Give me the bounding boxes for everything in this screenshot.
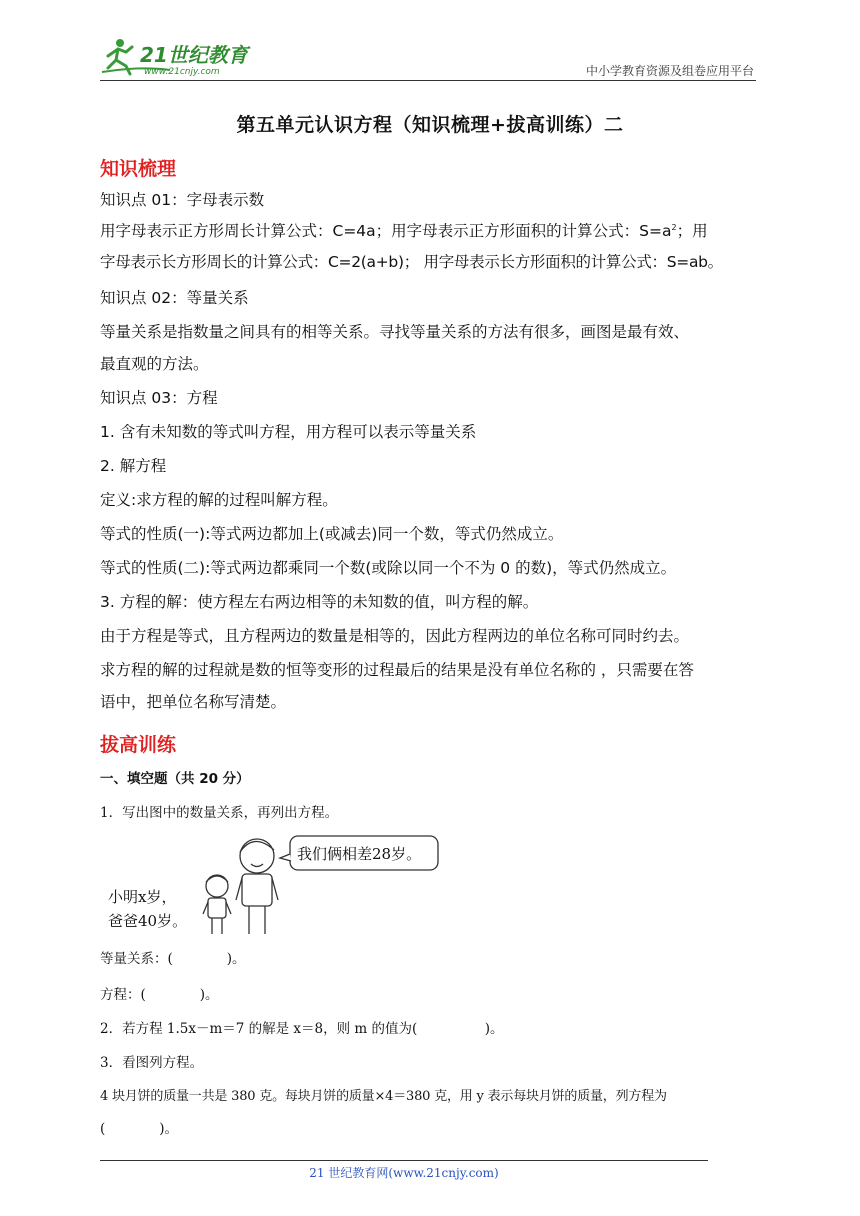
kp3-note3: 语中，把单位名称写清楚。 (100, 693, 287, 711)
kp2-line2: 最直观的方法。 (100, 355, 209, 373)
kp3-property2: 等式的性质(二):等式两边都乘同一个数(或除以同一个不为 0 的数)，等式仍然成立。 (100, 559, 677, 577)
kp3-item3: 3. 方程的解：使方程左右两边相等的未知数的值，叫方程的解。 (100, 593, 539, 611)
child-figure-icon (203, 875, 231, 934)
logo-main-text: 21世纪教育 (140, 43, 248, 67)
question-3-line1: 4 块月饼的质量一共是 380 克。每块月饼的质量×4＝380 克，用 y 表示每块月饼的质量，列方程为 (100, 1089, 667, 1104)
kp3-item2: 2. 解方程 (100, 457, 167, 475)
kp3-property1: 等式的性质(一):等式两边都加上(或减去)同一个数，等式仍然成立。 (100, 525, 564, 543)
kp2-line1: 等量关系是指数量之间具有的相等关系。寻找等量关系的方法有很多，画图是最有效、 (100, 323, 690, 341)
father-figure-icon (236, 839, 278, 934)
kp1-superscript: 2 (671, 223, 677, 232)
speech-bubble (280, 836, 438, 870)
illus-left-text-2: 爸爸40岁。 (108, 912, 188, 930)
kp1-line2: 字母表示长方形周长的计算公式：C=2(a+b)； 用字母表示长方形面积的计算公式：S=ab。 (100, 253, 723, 271)
site-logo (100, 36, 260, 80)
kp1-line1-text: 用字母表示正方形周长计算公式：C=4a；用字母表示正方形面积的计算公式：S=a (100, 222, 672, 241)
speech-bubble-text: 我们俩相差28岁。 (297, 845, 422, 863)
page-header (100, 36, 756, 80)
logo-url-text: www.21cnjy.com (144, 67, 220, 77)
kp3-note2: 求方程的解的过程就是数的恒等变形的过程最后的结果是没有单位名称的 ，只需要在答 (100, 661, 694, 679)
kp3-item1: 1. 含有未知数的等式叫方程，用方程可以表示等量关系 (100, 423, 477, 441)
question-2: 2．若方程 1.5x－m＝7 的解是 x＝8，则 m 的值为( )。 (100, 1021, 504, 1037)
footer-text: 21 世纪教育网(www.21cnjy.com) (309, 1166, 499, 1180)
kp3-note1: 由于方程是等式，且方程两边的数量是相等的，因此方程两边的单位名称可同时约去。 (100, 627, 690, 645)
kp1-line1 (100, 218, 762, 241)
page-title: 第五单元认识方程（知识梳理+拔高训练）二 (236, 114, 624, 136)
question-3: 3．看图列方程。 (100, 1055, 204, 1071)
footer-divider (100, 1160, 708, 1161)
part1-title: 一、填空题（共 20 分） (100, 771, 250, 787)
question-1-equation: 方程：( )。 (100, 987, 219, 1003)
kp3-title: 知识点 03：方程 (100, 389, 218, 407)
platform-name: 中小学教育资源及组卷应用平台 (585, 64, 754, 78)
section-heading-knowledge: 知识梳理 (100, 158, 177, 180)
kp1-title: 知识点 01：字母表示数 (100, 191, 265, 209)
question-3-line2: ( )。 (100, 1121, 179, 1137)
illus-left-text-1: 小明x岁， (108, 888, 177, 906)
kp1-line1-tail: ；用 (676, 222, 708, 241)
question-1-relation: 等量关系：( )。 (100, 951, 246, 967)
section-heading-training: 拔高训练 (100, 734, 177, 756)
question-1: 1．写出图中的数量关系，再列出方程。 (100, 805, 339, 821)
kp2-title: 知识点 02：等量关系 (100, 289, 249, 307)
header-divider (100, 80, 756, 81)
question-1-illustration (104, 826, 444, 942)
kp3-definition: 定义:求方程的解的过程叫解方程。 (100, 491, 338, 509)
